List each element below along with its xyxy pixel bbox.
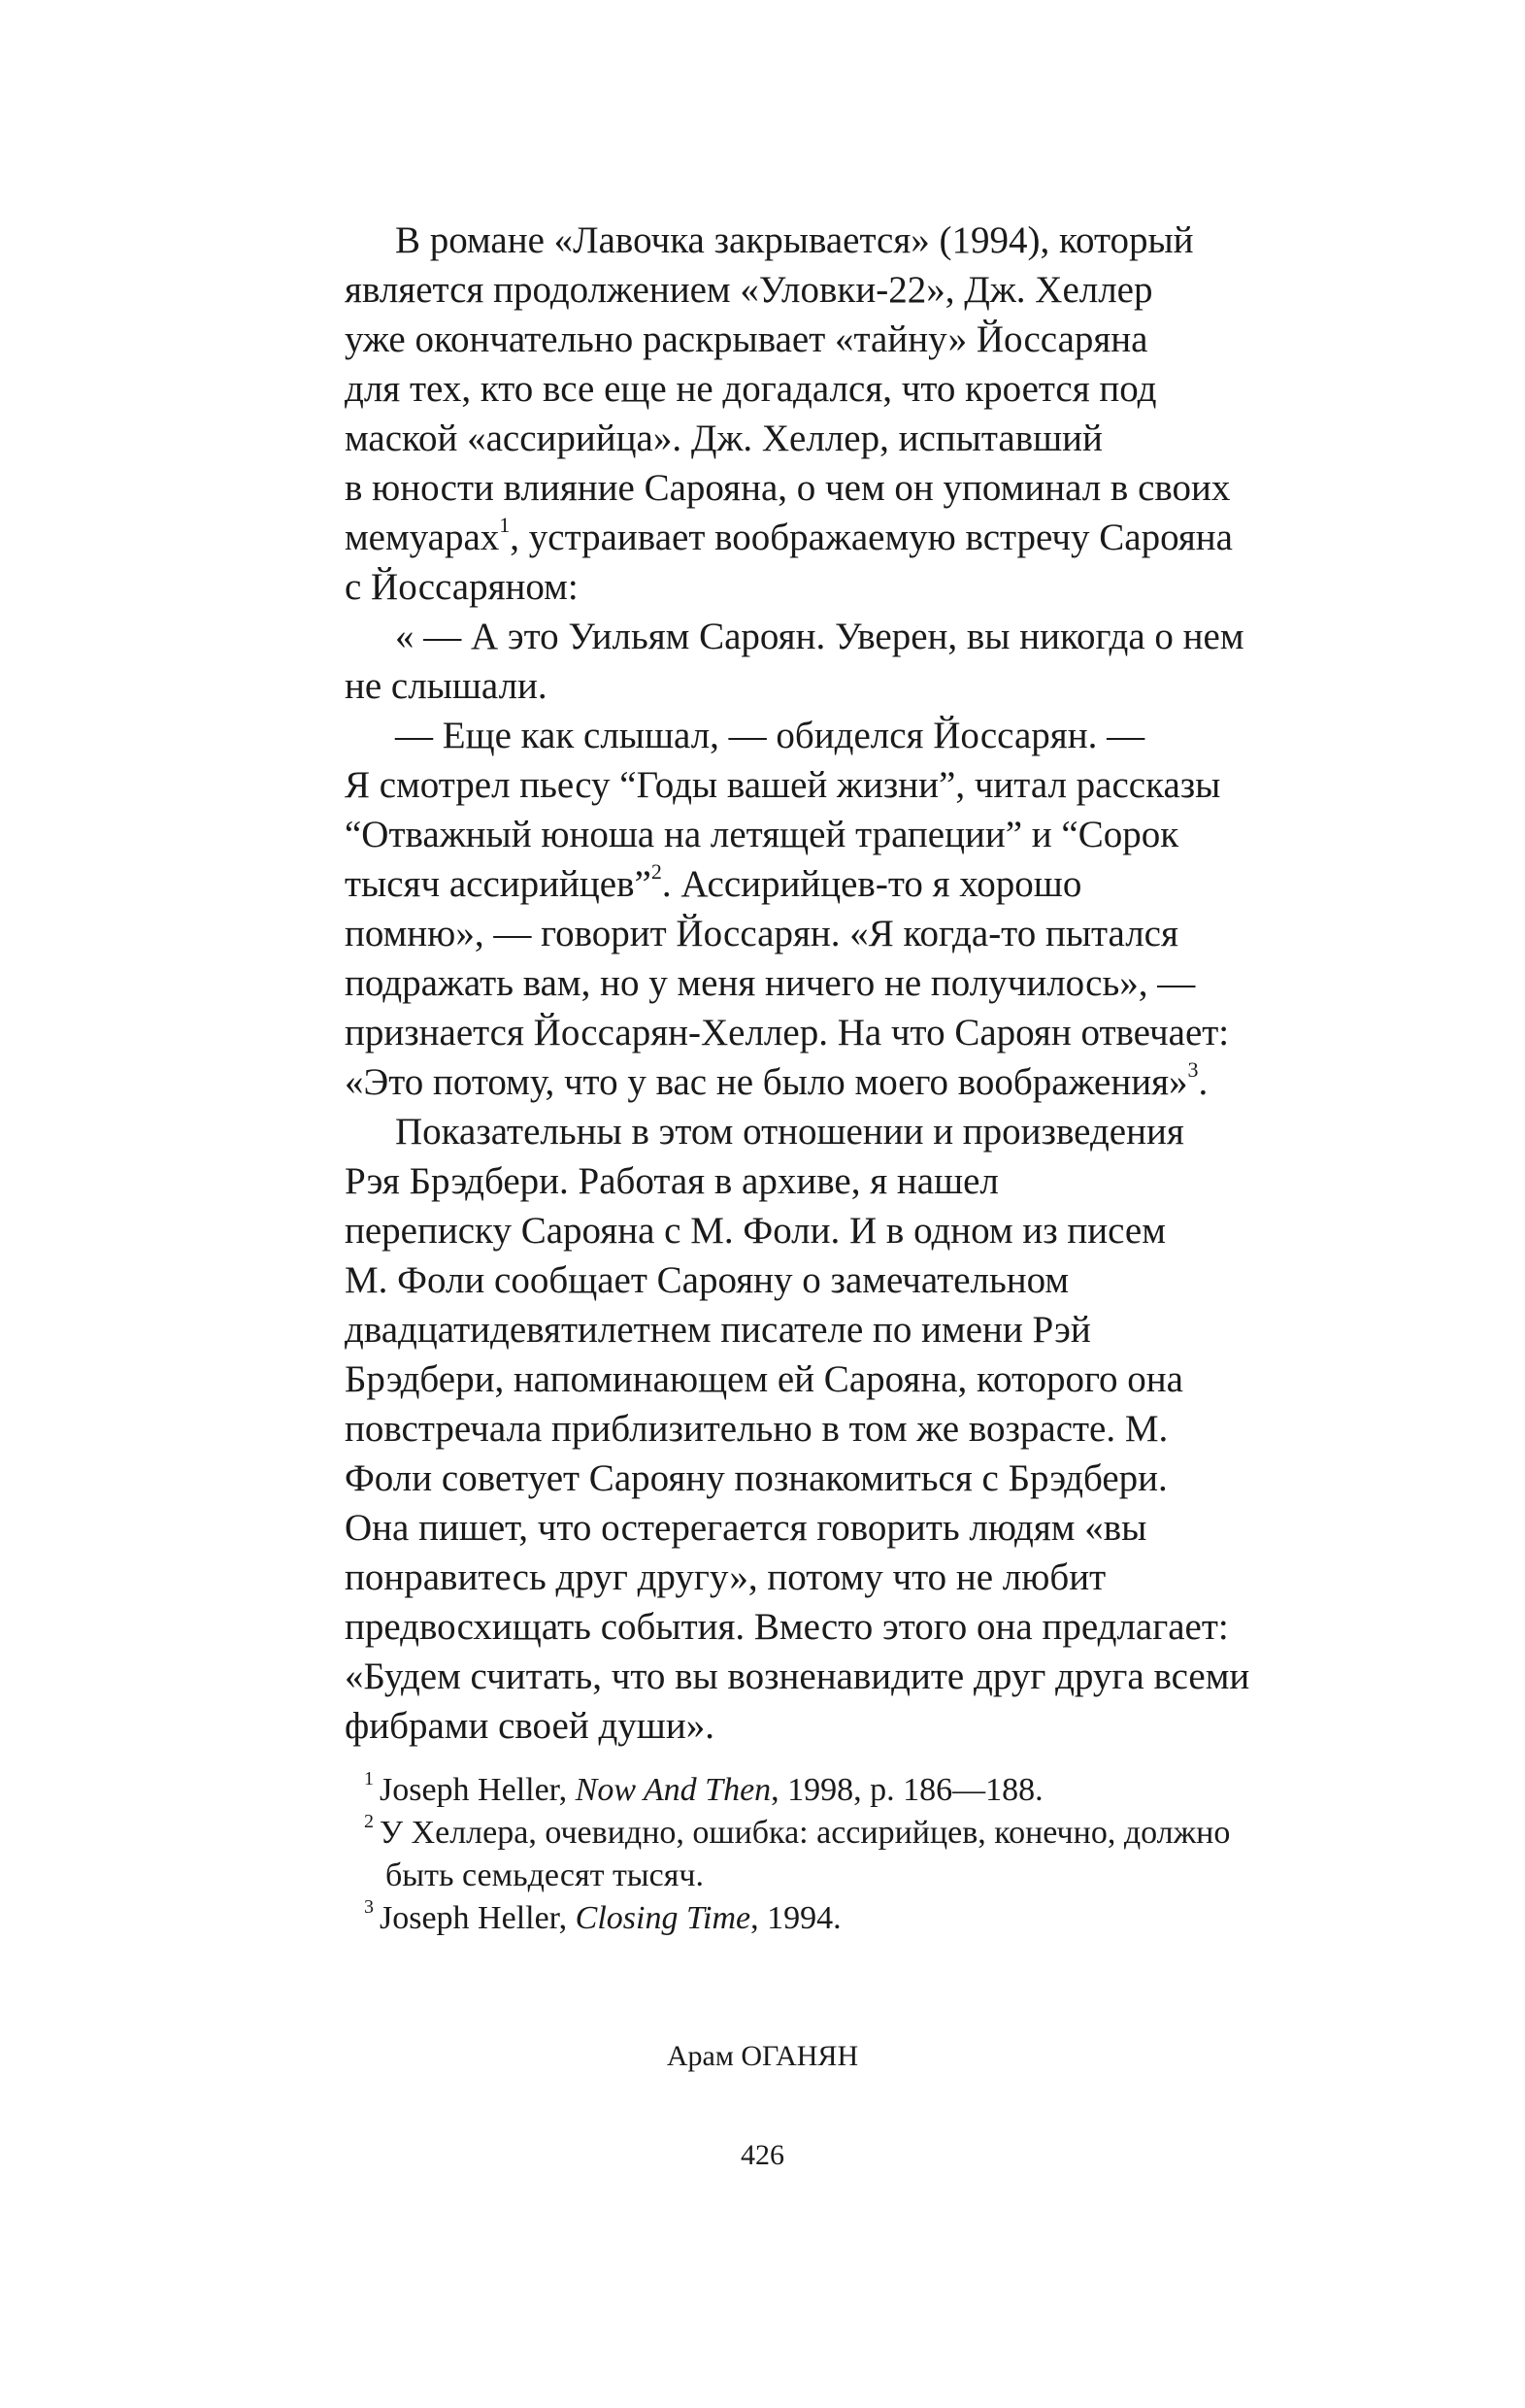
main-text: [345, 216, 1286, 1751]
footnote-number: 1: [364, 1767, 374, 1789]
text-line: — Еще как слышал, — обиделся Йоссарян. —: [395, 715, 1145, 756]
text-line: двадцатидевятилетнем писателе по имени Рэй: [345, 1309, 1091, 1351]
text-line: Я смотрел пьесу “Годы вашей жизни”, читал рассказы: [345, 764, 1221, 806]
text-line: Рэя Брэдбери. Работая в архиве, я нашел: [345, 1160, 999, 1202]
text-line: является продолжением «Уловки-22», Дж. Хеллер: [345, 269, 1153, 311]
text-line: уже окончательно раскрывает «тайну» Йоссаряна: [345, 318, 1148, 360]
text-line: повстречала приблизительно в том же возрасте. М.: [345, 1408, 1169, 1450]
text-line: « — А это Уильям Сароян. Уверен, вы никогда о нем: [395, 616, 1244, 657]
paragraph-2: [345, 612, 1286, 711]
paragraph-4: [345, 1107, 1286, 1751]
text-line: понравитесь друг другу», потому что не любит: [345, 1556, 1107, 1598]
text-line: В романе «Лавочка закрывается» (1994), который: [395, 219, 1194, 261]
paragraph-1: [345, 216, 1286, 612]
text-line: Фоли советует Сарояну познакомиться с Брэдбери.: [345, 1457, 1168, 1499]
text-fragment: мемуарах: [345, 517, 500, 558]
text-line: предвосхищать события. Вместо этого она предлагает:: [345, 1606, 1229, 1648]
text-line: с Йоссаряном:: [345, 566, 579, 608]
text-line: не слышали.: [345, 665, 547, 707]
footnote-2: [364, 1812, 1335, 1855]
footnote-text: , 1998, p. 186—188.: [771, 1772, 1044, 1808]
book-title: Closing Time: [575, 1900, 751, 1936]
text-line: Показательны в этом отношении и произведения: [395, 1111, 1184, 1153]
text-line: Она пишет, что остерегается говорить людям «вы: [345, 1507, 1147, 1549]
footnote-1: [364, 1769, 1335, 1812]
text-line: в юности влияние Сарояна, о чем он упоминал в своих: [345, 467, 1231, 509]
text-fragment: тысяч ассирийцев”: [345, 863, 651, 905]
footnote-3: [364, 1897, 1335, 1940]
text-fragment: . Ассирийцев-то я хорошо: [661, 863, 1082, 905]
text-line: Брэдбери, напоминающем ей Сарояна, которого она: [345, 1358, 1183, 1400]
text-line: [345, 513, 1286, 562]
text-line: маской «ассирийца». Дж. Хеллер, испытавший: [345, 418, 1103, 459]
text-line: признается Йоссарян-Хеллер. На что Сароян отвечает:: [345, 1012, 1230, 1054]
text-line: фибрами своей души».: [345, 1705, 714, 1747]
text-line: переписку Сарояна с М. Фоли. И в одном из писем: [345, 1210, 1166, 1252]
text-line: помню», — говорит Йоссарян. «Я когда-то пытался: [345, 913, 1178, 954]
page-number: 426: [741, 2139, 784, 2171]
footnote-ref-1[interactable]: 1: [499, 513, 511, 537]
footnote-ref-3[interactable]: 3: [1187, 1057, 1199, 1082]
text-line: подражать вам, но у меня ничего не получилось», —: [345, 962, 1196, 1004]
paragraph-3: [345, 711, 1286, 1107]
book-title: Now And Then: [575, 1772, 772, 1808]
footnote-ref-2[interactable]: 2: [650, 859, 662, 884]
footnote-text: Joseph Heller,: [380, 1900, 576, 1936]
footnote-number: 3: [364, 1895, 374, 1918]
text-fragment: «Это потому, что у вас не было моего воображения»: [345, 1061, 1188, 1103]
text-fragment: .: [1198, 1061, 1209, 1103]
footnote-number: 2: [364, 1810, 374, 1832]
footnote-text: , 1994.: [750, 1900, 842, 1936]
running-footer-author: Арам ОГАНЯН: [666, 2040, 859, 2072]
text-line: [345, 859, 1286, 909]
footnote-text: У Хеллера, очевидно, ошибка: ассирийцев, конечно, должно: [380, 1815, 1231, 1851]
text-line: «Будем считать, что вы возненавидите друг друга всеми: [345, 1656, 1250, 1697]
footnote-text: Joseph Heller,: [380, 1772, 576, 1808]
footnotes: [364, 1769, 1335, 1940]
text-line: [345, 1057, 1286, 1107]
text-fragment: , устраивает воображаемую встречу Сарояна: [510, 517, 1233, 558]
footnote-2-continuation: быть семьдесят тысяч.: [385, 1857, 704, 1893]
text-line: для тех, кто все еще не догадался, что кроется под: [345, 368, 1157, 410]
text-line: М. Фоли сообщает Сарояну о замечательном: [345, 1259, 1070, 1301]
text-line: “Отважный юноша на летящей трапеции” и “Сорок: [345, 814, 1179, 855]
